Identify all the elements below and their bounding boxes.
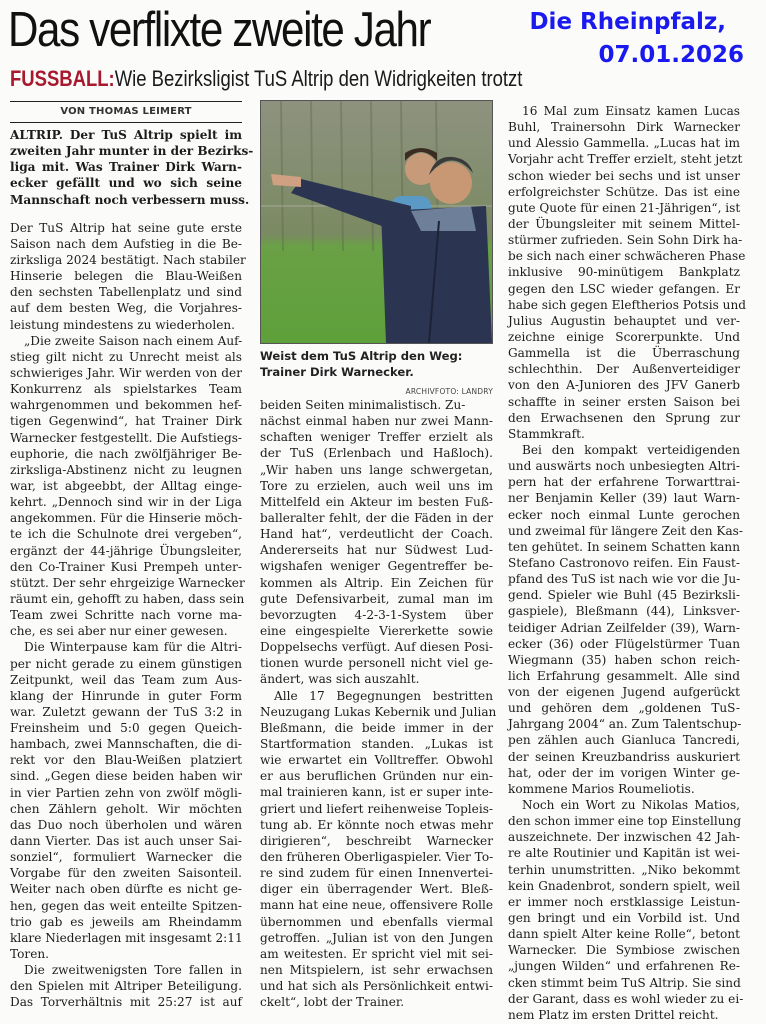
text-line: der Übungsleiter mit seinem Mittel- xyxy=(508,216,740,231)
text-line: schaften weniger Treffer erzielt als xyxy=(260,430,493,445)
text-line: kehrt. „Dennoch sind wir in der Liga xyxy=(10,495,242,510)
text-line: Die Winterpause kam für die Altri- xyxy=(24,640,242,655)
text-line: war. Zuletzt gewann der TuS 3:2 in xyxy=(10,704,242,719)
text-line: euphorie, die nach zwölfjähriger Be- xyxy=(10,446,242,461)
text-line: Bei den kompakt verteidigenden xyxy=(522,442,740,457)
text-line: mann hat eine neue, offensivere Rolle xyxy=(260,898,493,913)
text-line: stützt. Der sehr ehrgeizige Warnecker xyxy=(10,575,245,590)
subheadline-text: Wie Bezirksligist TuS Altrip den Widrigkeiten trotzt xyxy=(114,66,523,91)
article-column-2 xyxy=(260,100,497,1010)
text-line: terhin unumstritten. „Niko bekommt xyxy=(508,862,740,877)
publication-date: 07.01.2026 xyxy=(598,42,744,68)
text-line: den Erwachsenen den Sprung zur xyxy=(508,410,740,425)
paragraph xyxy=(508,103,747,442)
text-line: gute Defensivarbeit, zumal man im xyxy=(260,591,493,606)
text-line: mal trainieren kann, ist er super inte- xyxy=(260,785,493,800)
text-line: schaffte in seiner ersten Saison bei xyxy=(508,394,740,409)
text-line: auszeichnete. Der inzwischen 42 Jah- xyxy=(508,830,740,845)
text-line: stieg gilt nicht zu Unrecht meist als xyxy=(10,349,242,364)
text-line: schwieriges Jahr. Wir werden von der xyxy=(10,365,242,380)
text-line: ALTRIP. Der TuS Altrip spielt im xyxy=(10,128,242,142)
text-line: Hand hat“, verdeutlicht der Coach. xyxy=(260,527,493,542)
text-line: ändert, was sich auszahlt. xyxy=(260,672,420,687)
text-line: cken stimmt beim TuS Altrip. Sie sind xyxy=(508,975,741,990)
text-line: räumt ein, gehofft zu haben, dass sein xyxy=(10,591,245,606)
text-line: Neuzugang Lukas Kebernik und Julian xyxy=(260,704,497,719)
article-lead xyxy=(10,127,254,208)
text-line: und zweimal für längere Zeit den Kas- xyxy=(508,523,743,538)
text-line: Doppelsechs verfügt. Auf diesen Posi- xyxy=(260,640,493,655)
text-line: auf dem besten Weg, die Vorjahres- xyxy=(10,301,242,316)
text-line: beiden Seiten minimalistisch. Zu- xyxy=(260,398,466,412)
text-line: Vorgabe für den zweiten Saisonteil. xyxy=(10,866,242,881)
text-line: Team zwei Schritte nach vorne ma- xyxy=(10,608,242,623)
photo-credit: ARCHIVFOTO: LANDRY xyxy=(405,387,493,396)
text-line: und gehören dem „goldenen TuS- xyxy=(508,701,740,716)
text-line: und hat sich als Persönlichkeit entwi- xyxy=(260,979,493,994)
text-line: dann spielt Alter keine Rolle“, betont xyxy=(508,927,740,942)
text-line: per nicht gerade zu einem günstigen xyxy=(10,656,242,671)
photo-caption xyxy=(260,348,493,396)
text-line: gend. Spieler wie Buhl (45 Bezirksli- xyxy=(508,588,740,603)
text-line: Warnecker festgestellt. Die Aufstiegs- xyxy=(10,430,242,445)
text-line: und Alessio Gammella. „Lucas hat im xyxy=(508,136,740,151)
text-line: und auswärts noch unbesiegten Altri- xyxy=(508,459,740,474)
text-line: kein Gnadenbrot, sondern spielt, weil xyxy=(508,878,740,893)
coach-photo-illustration xyxy=(261,101,492,343)
text-line: Andererseits hat nur Südwest Lud- xyxy=(260,543,493,558)
text-line: che, es sei aber nur einer gewesen. xyxy=(10,624,228,639)
text-line: der Garant, dass es wohl wieder zu ei- xyxy=(508,991,744,1006)
text-line: be sich nach einer schwächeren Phase xyxy=(508,249,746,264)
publication-name: Die Rheinpfalz, xyxy=(529,9,726,35)
text-line: pfand des TuS ist nach wie vor die Ju- xyxy=(508,572,741,587)
text-line: bevorzugten 4-2-3-1-System über xyxy=(260,607,493,622)
text-line: inklusive 90-minütigem Bankplatz xyxy=(508,265,740,280)
column-1-body xyxy=(10,220,246,1011)
text-line: gen bringt und ein Vorbild ist. Und xyxy=(508,911,740,926)
text-line: te ich die Schulnote drei vergeben“, xyxy=(10,527,242,542)
paragraph xyxy=(508,442,743,797)
text-line: nen Mitspielern, ist sehr erwachsen xyxy=(260,962,493,977)
text-line: klare Niederlagen mit insgesamt 2:11 xyxy=(10,930,243,945)
text-line: getroffen. „Julian ist von den Jungen xyxy=(260,930,493,945)
text-line: Der TuS Altrip hat seine gute erste xyxy=(10,220,242,235)
text-line: schlechthin. Der Außenverteidiger xyxy=(508,362,740,377)
text-line: übernommen und ebenfalls viermal xyxy=(260,914,493,929)
text-line: Konkurrenz als spielstarkes Team xyxy=(10,382,242,397)
text-line: stürmer zufrieden. Sein Sohn Dirk ha- xyxy=(508,233,743,248)
text-line: Warnecker. Die Symbiose zwischen xyxy=(508,943,740,958)
text-line: Julius Augustin behauptet und ver- xyxy=(508,313,740,328)
text-line: zirksliga-Abstinenz nicht zu leugnen xyxy=(10,462,242,477)
text-line: griert und liefert reihenweise Topleis- xyxy=(260,801,493,816)
text-line: kommen als Altrip. Ein Zeichen für xyxy=(260,575,493,590)
text-line: nem Platz im ersten Drittel reicht. xyxy=(508,1007,719,1022)
text-line: Noch ein Wort zu Nikolas Matios, xyxy=(522,798,740,813)
article-subheadline xyxy=(10,66,522,92)
text-line: 16 Mal zum Einsatz kamen Lucas xyxy=(522,104,740,118)
text-line: nächst einmal haben nur zwei Mann- xyxy=(260,414,493,429)
text-line: den Spielen mit Altriper Beteiligung. xyxy=(10,979,242,994)
text-line: Bleßmann, die beide immer in der xyxy=(260,720,493,735)
text-line: gegen den LSC wieder gefangen. Er xyxy=(508,281,740,296)
text-line: der seinen Kreuzbandriss auskuriert xyxy=(508,749,740,764)
text-line: trio gab es jeweils am Rheindamm xyxy=(10,914,242,929)
text-line: Weiter nach oben dürfte es nicht ge- xyxy=(10,882,242,897)
text-line: chen Zählern geholt. Wir möchten xyxy=(10,801,242,816)
text-line: den schon immer eine top Einstellung xyxy=(508,814,742,829)
column-3-body xyxy=(508,103,747,1023)
text-line: rekt vor den Blau-Weißen platziert xyxy=(10,753,242,768)
text-line: wigshafen weniger Gegentreffer be- xyxy=(260,559,493,574)
text-line: wahrgenommen und bekommen hef- xyxy=(10,398,242,413)
text-line: schon wieder bei sechs und ist unser xyxy=(508,168,740,183)
paragraph xyxy=(10,333,245,640)
text-line: klang der Hinrunde in guter Form xyxy=(10,688,242,703)
text-line: liga mit. Was Trainer Dirk Warn- xyxy=(10,160,242,175)
text-line: ten gehütet. In seinem Schatten kann xyxy=(508,539,740,554)
text-line: tionen wurde personell nicht viel ge- xyxy=(260,656,493,671)
text-line: habe sich gegen Eleftherios Potsis und xyxy=(508,297,747,312)
text-line: zirksliga 2024 bestätigt. Nach stabiler xyxy=(10,252,246,267)
text-line: hambach, zwei Mannschaften, die di- xyxy=(10,737,242,752)
text-line: Hinserie belegen die Blau-Weißen xyxy=(10,269,242,284)
text-line: gaspiele), Bleßmann (44), Linksver- xyxy=(508,604,740,619)
article-column-3 xyxy=(508,103,747,1023)
text-line: von den A-Junioren des JFV Ganerb xyxy=(508,378,740,393)
text-line: Stammkraft. xyxy=(508,426,585,441)
text-line: „jungen Wilden“ und erfahrenen Re- xyxy=(508,959,740,974)
text-line: von der eigenen Jugend aufgerückt xyxy=(508,685,740,700)
text-line: der TuS (Erlenbach und Haßloch). xyxy=(260,446,493,461)
text-line: eine eingespielte Viererkette sowie xyxy=(260,623,493,638)
text-line: Stefano Castronovo reifen. Ein Faust- xyxy=(508,555,740,570)
text-line: sonziel“, formuliert Warnecker die xyxy=(10,850,242,865)
text-line: gute Quote für einen 21-Jährigen“, ist xyxy=(508,200,741,215)
text-line: in vier Partien zehn von zwölf mögli- xyxy=(10,785,242,800)
text-line: zweiten Jahr munter in der Bezirks- xyxy=(10,144,254,159)
text-line: er aus beruflichen Gründen nur ein- xyxy=(260,769,493,784)
article-photo xyxy=(260,100,493,344)
text-line: balleralter fehlt, der die Fäden in der xyxy=(260,510,493,525)
text-line: kommene Marios Roumeliotis. xyxy=(508,781,695,796)
text-line: pen zählen auch Gianluca Tancredi, xyxy=(508,733,740,748)
text-line: hen, gegen das weit enteilte Spitzen- xyxy=(10,898,242,913)
text-line: dirigieren“, beschreibt Warnecker xyxy=(260,833,493,848)
caption-text: Weist dem TuS Altrip den Weg: Trainer Dirk Warnecker. xyxy=(260,349,463,379)
text-line: re alte Routinier und Kapitän ist wei- xyxy=(508,846,740,861)
text-line: lich Erfahrung gesammelt. Alle sind xyxy=(508,668,740,683)
text-line: ecker (36) oder Flügelstürmer Tuan xyxy=(508,636,740,651)
text-line: Tore zu erzielen, auch weil uns im xyxy=(260,478,493,493)
byline: VON THOMAS LEIMERT xyxy=(60,106,192,117)
text-line: das Duo noch überholen und wären xyxy=(10,817,242,832)
text-line: leistung mindestens zu wiederholen. xyxy=(10,317,235,332)
paragraph xyxy=(10,639,242,962)
text-line: ecker noch einmal Lunte gerochen xyxy=(508,507,740,522)
text-line: Startformation standen. „Lukas ist xyxy=(260,736,493,751)
text-line: Freinsheim und 5:0 gegen Queich- xyxy=(10,721,242,736)
text-line: ner Benjamin Keller (39) laut Warn- xyxy=(508,491,740,506)
text-line: Mittelfeld ein Akteur im besten Fuß- xyxy=(260,494,493,509)
paragraph xyxy=(260,688,497,1011)
text-line: Vorjahr acht Treffer erzielt, steht jetzt xyxy=(508,152,743,167)
text-line: teidiger Adrian Zeilfelder (39), Warn- xyxy=(508,620,740,635)
text-line: er immer noch erstklassige Leistun- xyxy=(508,894,740,909)
column-2-body xyxy=(260,397,497,1010)
text-line: diger ein überragender Wert. Bleß- xyxy=(260,882,493,897)
text-line: wie erwartet ein Volltreffer. Obwohl xyxy=(260,753,493,768)
text-line: angekommen. Für die Hinserie möch- xyxy=(10,511,243,526)
text-line: tung ab. Er könnte noch etwas mehr xyxy=(260,817,493,832)
text-line: Alle 17 Begegnungen bestritten xyxy=(274,688,493,703)
text-line: Das Torverhältnis mit 25:27 ist auf xyxy=(10,995,242,1010)
text-line: Jahrgang 2004“ an. Zum Talentschup- xyxy=(508,717,742,732)
text-line: den früheren Oberligaspieler. Vier To- xyxy=(260,849,494,864)
text-line: Wiegmann (35) haben schon reich- xyxy=(508,652,740,667)
text-line: Buhl, Trainersohn Dirk Warnecker xyxy=(508,120,740,135)
paragraph xyxy=(10,962,242,1010)
text-line: tigen Gegenwind“, hat Trainer Dirk xyxy=(10,414,242,429)
paragraph xyxy=(10,220,246,333)
text-line: erfolgreichster Schütze. Das ist eine xyxy=(508,184,740,199)
text-line: am weitesten. Er spricht viel mit sei- xyxy=(260,946,493,961)
text-line: ckelt“, lobt der Trainer. xyxy=(260,995,405,1010)
paragraph xyxy=(508,797,744,1023)
text-line: den Co-Trainer Kusi Prempeh unter- xyxy=(10,559,242,574)
section-kicker: FUSSBALL: xyxy=(10,66,115,91)
text-line: war, ist abgeebbt, der Alltag einge- xyxy=(10,478,242,493)
text-line: dann Vierter. Das ist auch unser Sai- xyxy=(10,834,242,849)
source-label xyxy=(504,6,744,72)
text-line: „Wir haben uns lange schwergetan, xyxy=(260,462,493,477)
text-line: ergänzt der 44-jährige Übungsleiter, xyxy=(10,543,242,558)
paragraph xyxy=(260,397,493,688)
text-line: Saison nach dem Aufstieg in die Be- xyxy=(10,236,242,251)
article-column-1 xyxy=(10,101,254,1011)
text-line: re sind zudem für einen Innenvertei- xyxy=(260,866,493,881)
text-line: pern hat der erfahrene Torwarttrai- xyxy=(508,475,740,490)
text-line: Gammella ist die Überraschung xyxy=(508,346,740,361)
text-line: zeichne einige Scorerpunkte. Und xyxy=(508,329,740,344)
text-line: sind. „Gegen diese beiden haben wir xyxy=(10,769,242,784)
text-line: „Die zweite Saison nach einem Auf- xyxy=(24,333,243,348)
text-line: Toren. xyxy=(10,947,49,962)
rule-bottom xyxy=(10,122,242,123)
text-line: ecker gefällt und wo sich seine xyxy=(10,176,242,191)
article-headline: Das verflixte zweite Jahr xyxy=(8,3,431,57)
text-line: Die zweitwenigsten Tore fallen in xyxy=(24,963,242,978)
text-line: Mannschaft noch verbessern muss. xyxy=(10,192,250,207)
text-line: hat, oder der im vorigen Winter ge- xyxy=(508,765,740,780)
text-line: den sechsten Tabellenplatz und sind xyxy=(10,285,242,300)
text-line: Zeitpunkt, weil das Team zum Aus- xyxy=(10,672,242,687)
